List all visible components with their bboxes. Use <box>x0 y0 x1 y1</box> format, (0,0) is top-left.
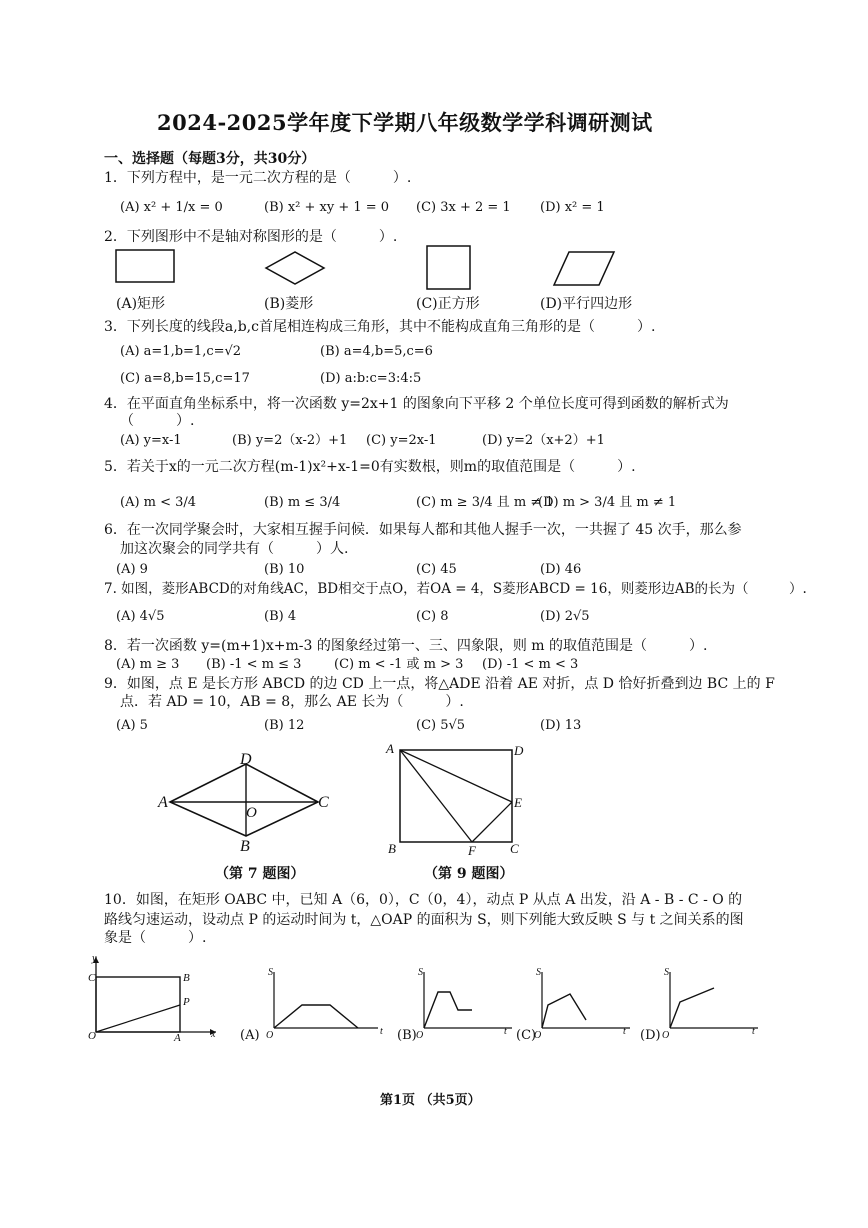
q1-option-c: (C) 3x + 2 = 1 <box>416 200 511 215</box>
q4-option-c: (C) y=2x-1 <box>366 433 437 448</box>
q9-option-c: (C) 5√5 <box>416 718 466 733</box>
fig10-label-y: y <box>92 953 97 964</box>
q9-option-a: (A) 5 <box>116 718 148 733</box>
section-heading: 一、选择题（每题3分，共30分） <box>104 151 316 167</box>
fig10-label-c: C <box>88 972 96 984</box>
q5-stem: 5．若关于x的一元二次方程(m-1)x²+x-1=0有实数根，则m的取值范围是（ ）. <box>104 459 636 475</box>
q10-graph-b <box>416 970 516 1040</box>
page-title: 2024-2025学年度下学期八年级数学学科调研测试 <box>157 110 653 135</box>
q10-option-d: (D) <box>640 1028 661 1043</box>
q2-option-b: (B)菱形 <box>264 296 314 312</box>
q1-option-a: (A) x² + 1/x = 0 <box>120 200 223 215</box>
fig9-label-b: B <box>388 841 396 856</box>
q3-option-a: (A) a=1,b=1,c=√2 <box>120 344 242 359</box>
q6-option-a: (A) 9 <box>116 562 148 577</box>
q4-option-b: (B) y=2（x-2）+1 <box>232 433 348 448</box>
q10-graph-d-o: O <box>662 1030 670 1041</box>
fig7-caption: （第 7 题图） <box>215 866 305 882</box>
q5-option-a: (A) m < 3/4 <box>120 495 197 510</box>
q1-option-d: (D) x² = 1 <box>540 200 605 215</box>
q3-option-c: (C) a=8,b=15,c=17 <box>120 371 250 386</box>
q10-graph-b-o: O <box>416 1030 424 1041</box>
q6-option-c: (C) 45 <box>416 562 457 577</box>
q2-option-d: (D)平行四边形 <box>540 296 633 312</box>
fig10-rectangle <box>88 955 223 1045</box>
page-footer: 第1页 （共5页） <box>380 1093 481 1108</box>
q7-stem: 7. 如图，菱形ABCD的对角线AC，BD相交于点O，若OA = 4，S菱形ABCD = 16，则菱形边AB的长为（ ）. <box>104 581 807 597</box>
fig10-label-p: P <box>183 996 190 1008</box>
q5-option-b: (B) m ≤ 3/4 <box>264 495 341 510</box>
q10-graph-c <box>534 970 634 1040</box>
q1-stem: 1．下列方程中，是一元二次方程的是（ ）. <box>104 170 412 186</box>
q10-graph-d <box>662 970 762 1040</box>
square-shape <box>427 246 470 289</box>
parallelogram-shape <box>554 252 614 285</box>
fig7-label-o: O <box>246 805 257 821</box>
fig9-label-f: F <box>468 843 476 858</box>
fig10-label-b: B <box>183 972 190 984</box>
q7-option-d: (D) 2√5 <box>540 609 590 624</box>
q2-option-c: (C)正方形 <box>416 296 480 312</box>
fig9-caption: （第 9 题图） <box>424 866 514 882</box>
q10-graph-a-s: S <box>268 967 273 978</box>
q10-graph-d-t: t <box>752 1026 755 1037</box>
fig9-label-c: C <box>510 841 519 856</box>
fig10-label-o: O <box>88 1030 96 1042</box>
fig7-label-a: A <box>158 794 168 811</box>
q10-graph-c-s: S <box>536 967 541 978</box>
q8-option-b: (B) -1 < m ≤ 3 <box>206 657 302 672</box>
fig7-label-c: C <box>318 794 329 811</box>
q10-graph-a-o: O <box>266 1030 274 1041</box>
q10-graph-a-t: t <box>380 1026 383 1037</box>
q10-graph-c-o: O <box>534 1030 542 1041</box>
q7-option-a: (A) 4√5 <box>116 609 165 624</box>
fig9-label-e: E <box>514 795 522 810</box>
q6-stem-cont: 加这次聚会的同学共有（ ）人. <box>120 541 349 557</box>
q3-option-d: (D) a:b:c=3:4:5 <box>320 371 422 386</box>
q8-option-c: (C) m < -1 或 m > 3 <box>334 657 464 672</box>
q4-stem: 4．在平面直角坐标系中，将一次函数 y=2x+1 的图象向下平移 2 个单位长度可得到函数的解析式为 <box>104 396 729 412</box>
q2-stem: 2．下列图形中不是轴对称图形的是（ ）. <box>104 229 398 245</box>
q10-stem: 10．如图，在矩形 OABC 中，已知 A（6，0），C（0，4），动点 P 从点 A 出发，沿 A - B - C - O 的 <box>104 892 743 908</box>
q3-option-b: (B) a=4,b=5,c=6 <box>320 344 433 359</box>
q2-option-a: (A)矩形 <box>116 296 166 312</box>
fig9-label-a: A <box>386 741 394 756</box>
q7-option-c: (C) 8 <box>416 609 449 624</box>
fig7-label-b: B <box>240 838 250 855</box>
q10-graph-b-t: t <box>504 1026 507 1037</box>
q9-stem-cont: 点．若 AD = 10，AB = 8，那么 AE 长为（ ）. <box>120 694 464 710</box>
fig10-label-a: A <box>174 1032 181 1044</box>
fig10-label-x: x <box>211 1029 216 1040</box>
rhombus-shape <box>266 252 324 284</box>
q10-option-c: (C) <box>516 1028 537 1043</box>
q3-stem: 3．下列长度的线段a,b,c首尾相连构成三角形，其中不能构成直角三角形的是（ ）. <box>104 319 656 335</box>
fig9-label-d: D <box>514 743 524 758</box>
q4-option-a: (A) y=x-1 <box>120 433 182 448</box>
q5-option-d: (D) m > 3/4 且 m ≠ 1 <box>538 495 677 510</box>
q9-stem: 9．如图，点 E 是长方形 ABCD 的边 CD 上一点，将△ADE 沿着 AE 对折，点 D 恰好折叠到边 BC 上的 F <box>104 676 775 692</box>
rectangle-shape <box>116 250 174 282</box>
q4-stem-cont: （ ）. <box>120 413 195 429</box>
q6-option-b: (B) 10 <box>264 562 305 577</box>
q1-option-b: (B) x² + xy + 1 = 0 <box>264 200 390 215</box>
fig9-rectangle <box>390 740 530 850</box>
q10-option-b: (B) <box>397 1028 417 1043</box>
q6-stem: 6．在一次同学聚会时，大家相互握手问候．如果每人都和其他人握手一次，一共握了 45 次手，那么参 <box>104 522 742 538</box>
q10-graph-b-s: S <box>418 967 423 978</box>
fig7-label-d: D <box>240 751 252 768</box>
q6-option-d: (D) 46 <box>540 562 582 577</box>
q8-stem: 8．若一次函数 y=(m+1)x+m-3 的图象经过第一、三、四象限，则 m 的取值范围是（ ）. <box>104 638 708 654</box>
q4-option-d: (D) y=2（x+2）+1 <box>482 433 605 448</box>
q10-graph-d-s: S <box>664 967 669 978</box>
q9-option-b: (B) 12 <box>264 718 305 733</box>
q2-shapes <box>0 0 868 320</box>
q10-graph-a <box>266 970 386 1040</box>
q10-graph-c-t: t <box>623 1026 626 1037</box>
q8-option-d: (D) -1 < m < 3 <box>482 657 579 672</box>
q9-option-d: (D) 13 <box>540 718 582 733</box>
q10-option-a: (A) <box>240 1028 260 1043</box>
q8-option-a: (A) m ≥ 3 <box>116 657 180 672</box>
q10-stem-cont2: 象是（ ）. <box>104 930 207 946</box>
q5-option-c: (C) m ≥ 3/4 且 m ≠ 1 <box>416 495 554 510</box>
q7-option-b: (B) 4 <box>264 609 297 624</box>
q10-stem-cont: 路线匀速运动，设动点 P 的运动时间为 t，△OAP 的面积为 S，则下列能大致反映 S 与 t 之间关系的图 <box>104 912 744 928</box>
